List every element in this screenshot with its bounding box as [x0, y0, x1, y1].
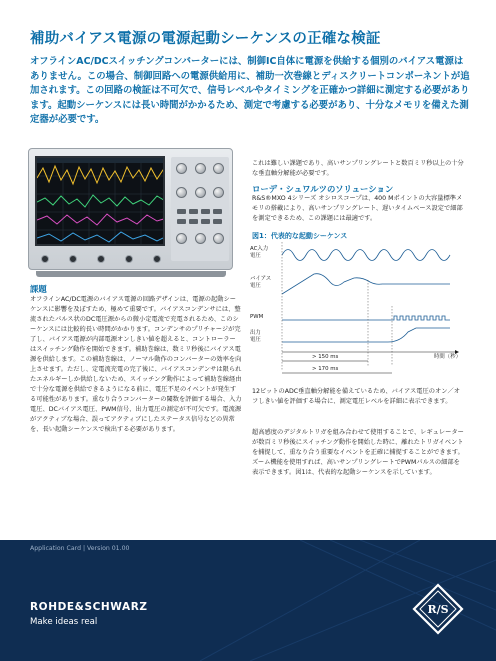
- knob-2: [195, 163, 206, 174]
- label-bias-voltage: 電圧: [250, 283, 261, 289]
- page-title: 補助バイアス電源の電源起動シーケンスの正確な検証: [30, 31, 381, 47]
- startup-sequence-diagram: [250, 242, 466, 382]
- figure-title: 図1：代表的な起動シーケンス: [252, 232, 348, 240]
- input-port-2: [69, 255, 77, 263]
- knob-1: [176, 163, 187, 174]
- input-port-4: [125, 255, 133, 263]
- intro-text: これは難しい課題であり、高いサンプリングレートと数百ミリ秒以上の十分な垂直軸分解能が必要です。: [252, 160, 464, 177]
- input-port-3: [97, 255, 105, 263]
- panel-button-8: [213, 219, 222, 224]
- time-axis-label: 時間（秒）: [434, 354, 461, 360]
- knob-4: [176, 187, 187, 198]
- panel-button-4: [213, 209, 222, 214]
- knob-9: [213, 233, 224, 244]
- label-output: 出力: [250, 330, 261, 336]
- label-bias: バイアス: [250, 276, 272, 282]
- label-ac-voltage: 電圧: [250, 253, 261, 259]
- adc-text: 12ビットのADC垂直軸分解能を備えているため、バイアス電圧のオン／オフしきい値を評価する場合に、測定電圧レベルを詳細に表示できます。: [252, 388, 460, 405]
- oscilloscope-foot: [36, 271, 226, 277]
- pwm-trace: [282, 316, 450, 320]
- marker-170ms: > 170 ms: [312, 366, 339, 372]
- solution-text: R&S®MXO 4シリーズ オシロスコープは、400 Mポイントの大容量標準メモリの搭載により、高いサンプリングレート、遅いタイムベース設定で細部を測定できるため、この課題には最適です。: [252, 195, 463, 222]
- rohde-schwarz-logo-icon: [412, 583, 464, 635]
- output-voltage-trace: [282, 328, 450, 342]
- knob-7: [176, 233, 187, 244]
- marker-150ms: > 150 ms: [312, 354, 339, 360]
- logo-text: R/S: [427, 603, 449, 616]
- bias-voltage-trace: [282, 274, 450, 294]
- challenge-text: オフラインAC/DC電源のバイアス電源の回路デザインは、電源の起動シーケンスに影響を及ぼすため、極めて重要です。バイアスコンデンサには、整流されたパルス状のDC電圧源からの微小定電流で充電されるため、このシーケンスには比較的長い時間がかかります。コンデンサのプリチャージが完了し、バイアス電源が内部電源オンしきい値を超えると、コントローラーはスイッチング動作を開始できます。補助巻線は、数ミリ秒後にバイアス電源を供給します。この補助巻線は、ノーマル動作のコンバーターの効率を向上させます。ただし、定電流充電の完了後に、バイアスコンデンサは限られたエネルギーしか供給しないため、スイッチング動作によって補助巻線経由で十分な電源を供給できるようになる前に、電圧不足のイベントが発生する可能性があります。重なり合うコンバーターの閾数を評価する場合、入力電圧、DCバイアス電圧、PWM信号、出力電圧の測定が不可欠です。電流源がアクティブな場合、誤ってアクティブにしたステータス信号などの異常を、長い起動シーケンスで検出する必要があります。: [30, 296, 242, 433]
- oscilloscope-body: [28, 148, 233, 270]
- trigger-text: 超高感度のデジタルトリガを組み合わせて使用することで、レギュレーターが数百ミリ秒後にスイッチング動作を開始した時に、離れたトリガイベントを捕捉して、重なり合う重要なイベントを正確に捕捉することができます。ズーム機能を使用すれば、高いサンプリングレートでPWMパルスの細部を表示できます。図1は、代表的な起動シーケンスを示しています。: [252, 429, 464, 476]
- input-port-5: [153, 255, 161, 263]
- knob-8: [195, 233, 206, 244]
- panel-button-3: [201, 209, 210, 214]
- panel-button-2: [189, 209, 198, 214]
- application-card-version: Application Card | Version 01.00: [30, 545, 130, 552]
- label-ac-input: AC入力: [250, 246, 269, 252]
- knob-6: [213, 187, 224, 198]
- challenge-heading: 課題: [30, 284, 47, 294]
- oscilloscope-image: [28, 148, 238, 278]
- knob-5: [195, 187, 206, 198]
- input-port-1: [41, 255, 49, 263]
- brand-name: ROHDE&SCHWARZ: [30, 601, 148, 613]
- oscilloscope-waveforms: [37, 158, 165, 246]
- ac-input-trace: [282, 250, 450, 261]
- panel-button-5: [177, 219, 186, 224]
- panel-button-1: [177, 209, 186, 214]
- solution-heading: ローデ・シュワルツのソリューション: [252, 184, 394, 194]
- brand-tagline: Make ideas real: [30, 617, 98, 627]
- label-output-voltage: 電圧: [250, 337, 261, 343]
- lead-paragraph: オフラインAC/DCスイッチングコンバーターには、制御IC自体に電源を供給する個別のバイアス電源はありません。この場合、制御回路への電源供給用に、補助一次巻線とディスクリートコンポーネントが追加されます。この回路の検証は不可欠で、信号レベルやタイミングを正確かつ詳細に測定する必要があります。起動シーケンスには長い時間がかかるため、測定で考慮する必要があり、十分なメモリを備えた測定器が必要です。: [30, 56, 470, 125]
- oscilloscope-screen: [35, 156, 165, 246]
- knob-3: [213, 163, 224, 174]
- control-panel: [171, 157, 229, 261]
- panel-button-6: [189, 219, 198, 224]
- panel-button-7: [201, 219, 210, 224]
- label-pwm: PWM: [250, 314, 264, 320]
